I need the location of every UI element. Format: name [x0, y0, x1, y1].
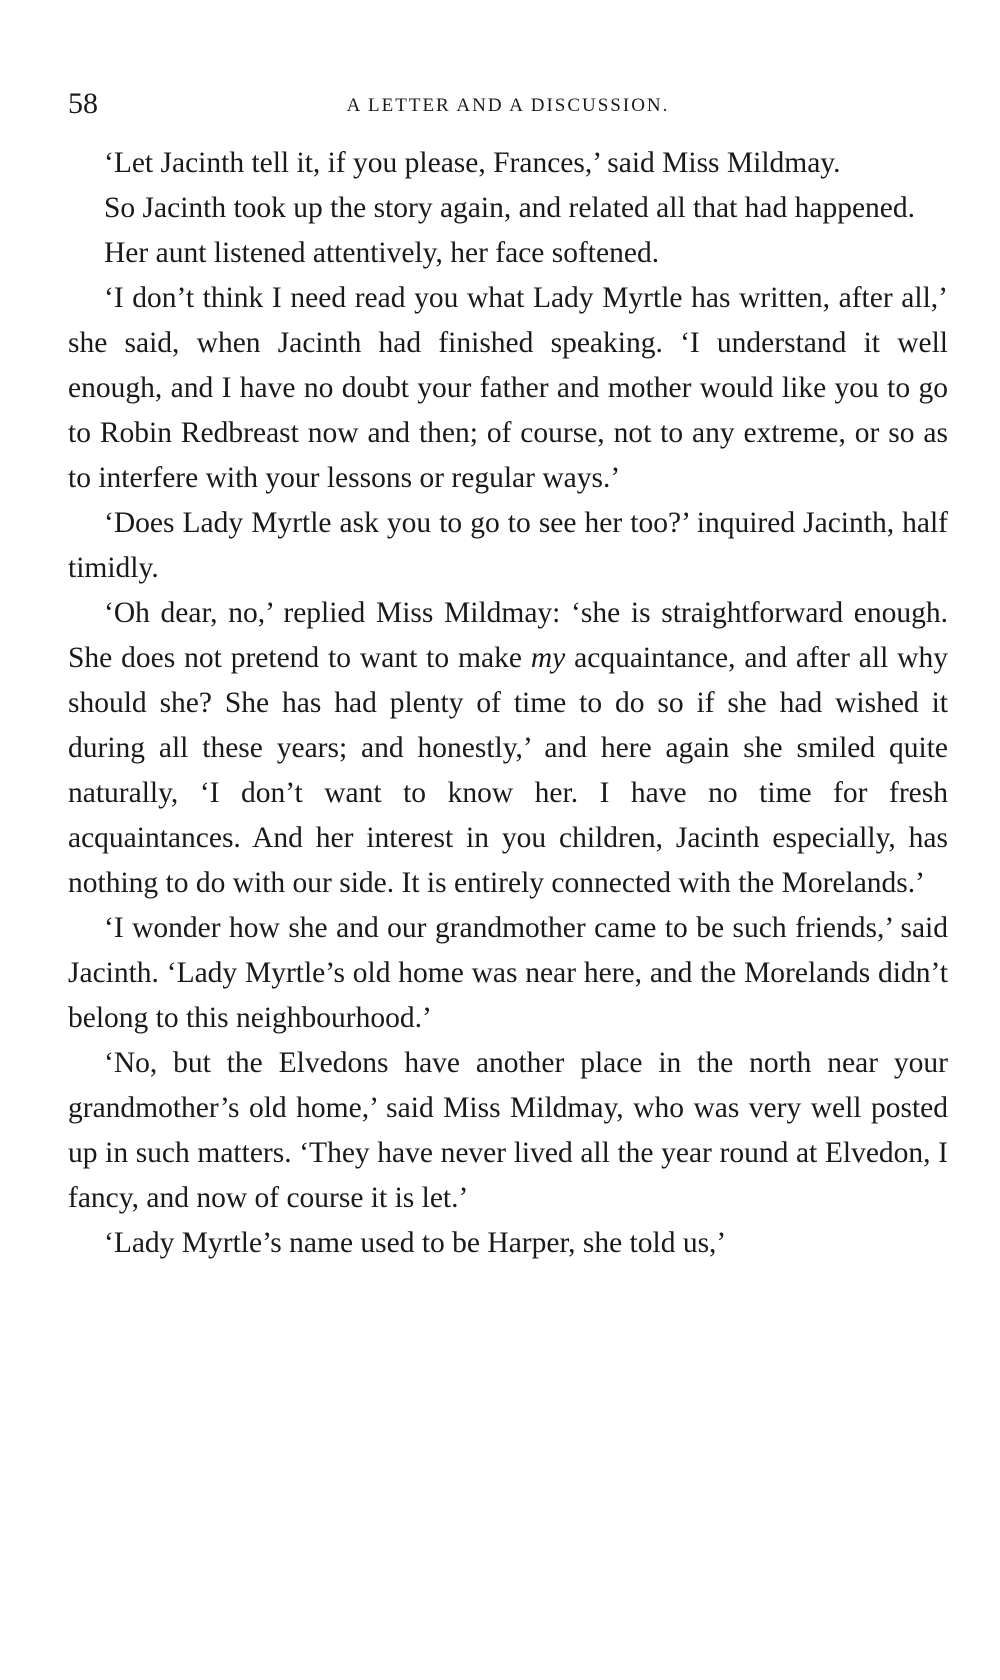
paragraph: ‘I wonder how she and our grandmother came to be such friends,’ said Jacinth. ‘Lady Myrtle’s old home was near here, and the Morelands didn’t belong to this neighbourhood.’	[68, 912, 948, 1034]
paragraph: ‘I don’t think I need read you what Lady Myrtle has written, after all,’ she said, when Jacinth had finished speaking. ‘I understand it well enough, and I have no doubt your father and mother would like you to go to Robin Redbreast now and then; of course, not to any extreme, or so as to interfere with your lessons or regular ways.’	[68, 282, 948, 494]
paragraph: ‘No, but the Elvedons have another place in the north near your grandmother’s old home,’ said Miss Mildmay, who was very well posted up in such matters. ‘They have never lived all the year round at Elvedon, I fancy, and now of course it is let.’	[68, 1047, 948, 1214]
running-head	[68, 84, 948, 124]
paragraph: So Jacinth took up the story again, and related all that had happened.	[104, 192, 916, 224]
running-title: A LETTER AND A DISCUSSION.	[346, 95, 670, 116]
page-number: 58	[68, 87, 98, 120]
paragraph-text: ‘Oh dear, no,’ replied Miss Mildmay: ‘she is straightforward enough. She does not pretend to want to make	[68, 597, 948, 674]
paragraph: Her aunt listened attentively, her face softened.	[104, 237, 660, 269]
paragraph: ‘Does Lady Myrtle ask you to go to see her too?’ inquired Jacinth, half timidly.	[68, 507, 948, 584]
emphasized-word: my	[530, 642, 566, 674]
paragraph	[68, 591, 948, 906]
body-text	[68, 141, 948, 1266]
paragraph-text: acquaintance, and after all why should she? She has had plenty of time to do so if she had wished it during all these years; and honestly,’ and here again she smiled quite naturally, ‘I don’t want to know her. I have no time for fresh acquaintances. And her interest in you children, Jacinth especially, has nothing to do with our side. It is entirely connected with the Morelands.’	[68, 642, 948, 899]
paragraph: ‘Let Jacinth tell it, if you please, Frances,’ said Miss Mildmay.	[104, 147, 841, 179]
paragraph: ‘Lady Myrtle’s name used to be Harper, she told us,’	[104, 1227, 727, 1259]
